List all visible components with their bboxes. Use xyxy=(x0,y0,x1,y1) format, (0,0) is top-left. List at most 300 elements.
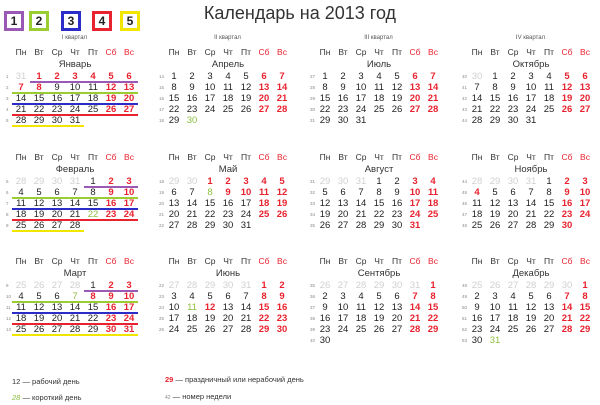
weekday-header xyxy=(468,254,599,268)
day-cell: 10 xyxy=(355,82,367,93)
weekday-label: Пт xyxy=(391,47,402,57)
weekday-label: Чт xyxy=(526,152,536,162)
day-cell: 23 xyxy=(276,313,288,324)
day-cell: 11 xyxy=(356,302,366,313)
day-cell: 5 xyxy=(376,291,382,302)
week-row xyxy=(6,176,143,187)
weekday-header xyxy=(165,150,296,164)
day-cell: 11 xyxy=(16,198,26,209)
day-cell: 16 xyxy=(319,313,331,324)
day-cell: 28 xyxy=(525,220,537,231)
day-cell: 17 xyxy=(168,313,180,324)
day-cell: 3 xyxy=(207,71,213,82)
week-number: 5 xyxy=(6,118,9,123)
week-number: 16 xyxy=(159,96,165,101)
day-cell: 25 xyxy=(87,104,99,115)
day-cell: 1 xyxy=(36,71,42,82)
day-cell: 5 xyxy=(279,176,285,187)
day-cell: 24 xyxy=(123,313,135,324)
day-cell: 11 xyxy=(187,302,197,313)
day-cell: 14 xyxy=(561,302,573,313)
day-cell: 31 xyxy=(123,324,135,335)
day-cell: 11 xyxy=(472,198,482,209)
legend-weeknumber-number: 42 xyxy=(165,395,171,401)
weekday-label: Пт xyxy=(87,256,98,266)
week-row xyxy=(159,104,296,115)
week-row xyxy=(159,82,296,93)
day-cell: 28 xyxy=(69,220,81,231)
week-number: 29 xyxy=(310,96,316,101)
day-cell: 27 xyxy=(168,220,180,231)
month-5 xyxy=(159,150,296,231)
day-cell: 22 xyxy=(204,209,216,220)
day-cell: 19 xyxy=(391,93,403,104)
week-row xyxy=(310,220,447,231)
legend-workday-number: 12 xyxy=(12,377,21,386)
day-cell: 6 xyxy=(510,187,516,198)
week-number: 18 xyxy=(159,179,165,184)
day-cell: 2 xyxy=(510,71,516,82)
day-cell: 27 xyxy=(168,280,180,291)
day-cell: 29 xyxy=(427,324,439,335)
day-cell: 27 xyxy=(51,324,63,335)
day-cell: 27 xyxy=(337,280,349,291)
week-number: 36 xyxy=(310,294,316,299)
day-cell: 16 xyxy=(337,93,349,104)
day-cell: 29 xyxy=(373,220,385,231)
day-cell: 8 xyxy=(207,187,213,198)
week-row xyxy=(6,302,143,313)
day-cell: 31 xyxy=(489,335,501,346)
weekday-label: Пн xyxy=(15,152,27,162)
day-cell: 30 xyxy=(561,280,573,291)
day-cell: 26 xyxy=(319,220,331,231)
day-cell: 28 xyxy=(186,280,198,291)
day-cell: 13 xyxy=(543,302,555,313)
day-cell: 18 xyxy=(15,313,27,324)
day-cell: 28 xyxy=(186,220,198,231)
day-cell: 18 xyxy=(87,93,99,104)
week-number: 49 xyxy=(462,294,468,299)
day-cell: 26 xyxy=(373,324,385,335)
day-cell: 21 xyxy=(561,313,573,324)
day-cell: 10 xyxy=(337,302,349,313)
weekday-label: Вт xyxy=(34,152,44,162)
month-1 xyxy=(6,45,143,126)
day-cell: 6 xyxy=(54,291,60,302)
day-cell: 26 xyxy=(391,104,403,115)
week-row xyxy=(6,209,143,220)
day-cell: 8 xyxy=(90,291,96,302)
week-number: 40 xyxy=(462,74,468,79)
weekday-header xyxy=(316,45,447,59)
week-number: 2 xyxy=(6,85,9,90)
day-cell: 7 xyxy=(18,82,24,93)
day-cell: 12 xyxy=(489,198,501,209)
day-cell: 10 xyxy=(579,187,591,198)
weekday-label: Сб xyxy=(258,47,270,57)
day-cell: 31 xyxy=(355,176,367,187)
day-cell: 17 xyxy=(240,198,252,209)
day-cell: 12 xyxy=(373,302,385,313)
weekday-label: Пн xyxy=(471,256,483,266)
day-cell: 19 xyxy=(525,313,537,324)
day-cell: 27 xyxy=(507,280,519,291)
day-cell: 23 xyxy=(105,209,117,220)
week-row xyxy=(159,115,296,126)
week-number: 25 xyxy=(159,316,165,321)
week-row xyxy=(310,104,447,115)
day-cell: 26 xyxy=(561,104,573,115)
week-number: 33 xyxy=(310,201,316,206)
weekday-label: Сб xyxy=(258,256,270,266)
week-number: 9 xyxy=(6,283,9,288)
week-row xyxy=(159,198,296,209)
day-cell: 7 xyxy=(430,71,436,82)
weekday-label: Ср xyxy=(204,47,216,57)
week-row xyxy=(462,335,599,346)
day-cell: 5 xyxy=(36,291,42,302)
day-cell: 30 xyxy=(51,115,63,126)
day-cell: 23 xyxy=(561,209,573,220)
week-row xyxy=(310,313,447,324)
day-cell: 2 xyxy=(108,176,114,187)
day-cell: 23 xyxy=(51,104,63,115)
day-cell: 28 xyxy=(471,176,483,187)
day-cell: 9 xyxy=(564,187,570,198)
weekday-label: Пт xyxy=(391,256,402,266)
day-cell: 27 xyxy=(409,104,421,115)
day-cell: 8 xyxy=(430,291,436,302)
day-cell: 17 xyxy=(69,93,81,104)
day-cell: 10 xyxy=(525,82,537,93)
day-cell: 28 xyxy=(15,176,27,187)
legend-holiday-number: 29 xyxy=(165,375,174,384)
quarter-label-3: III квартал xyxy=(364,35,393,41)
weekday-label: Сб xyxy=(561,256,573,266)
week-row xyxy=(6,220,143,231)
day-cell: 21 xyxy=(409,313,421,324)
day-cell: 30 xyxy=(222,220,234,231)
day-cell: 5 xyxy=(394,71,400,82)
week-row xyxy=(159,187,296,198)
day-cell: 24 xyxy=(525,104,537,115)
day-cell: 14 xyxy=(69,302,81,313)
week-row xyxy=(310,115,447,126)
day-cell: 17 xyxy=(337,313,349,324)
day-cell: 26 xyxy=(240,104,252,115)
day-cell: 15 xyxy=(427,302,439,313)
day-cell: 19 xyxy=(561,93,573,104)
day-cell: 30 xyxy=(391,220,403,231)
week-number: 28 xyxy=(310,85,316,90)
day-cell: 29 xyxy=(204,220,216,231)
day-cell: 22 xyxy=(579,313,591,324)
month-name: Август xyxy=(364,164,394,175)
day-cell: 15 xyxy=(489,93,501,104)
day-cell: 11 xyxy=(544,82,554,93)
day-cell: 4 xyxy=(90,71,96,82)
day-cell: 26 xyxy=(489,220,501,231)
day-cell: 25 xyxy=(186,324,198,335)
weekday-label: Пн xyxy=(15,47,27,57)
day-cell: 30 xyxy=(105,324,117,335)
day-cell: 4 xyxy=(189,291,195,302)
day-cell: 28 xyxy=(427,104,439,115)
day-cell: 23 xyxy=(319,324,331,335)
week-number: 12 xyxy=(6,316,12,321)
day-cell xyxy=(84,220,102,231)
week-row xyxy=(159,220,296,231)
week-number: 26 xyxy=(159,327,165,332)
day-cell: 25 xyxy=(15,220,27,231)
day-cell: 10 xyxy=(123,187,135,198)
weekday-header xyxy=(12,150,143,164)
day-cell: 13 xyxy=(409,82,421,93)
day-cell: 8 xyxy=(322,82,328,93)
weekday-label: Пт xyxy=(543,152,554,162)
day-cell: 9 xyxy=(108,187,114,198)
week-number: 10 xyxy=(6,294,12,299)
legend-shortday xyxy=(12,393,82,402)
week-row xyxy=(159,280,296,291)
week-row xyxy=(310,71,447,82)
day-cell: 27 xyxy=(337,220,349,231)
week-number: 9 xyxy=(6,223,9,228)
week-row xyxy=(6,198,143,209)
week-row xyxy=(310,93,447,104)
day-cell: 15 xyxy=(87,198,99,209)
week-number: 51 xyxy=(462,316,468,321)
day-cell: 29 xyxy=(168,115,180,126)
legend-workday-text: — рабочий день xyxy=(22,377,80,386)
week-number: 18 xyxy=(159,118,165,123)
week-number: 14 xyxy=(159,74,165,79)
week-number: 38 xyxy=(310,316,316,321)
week-number: 43 xyxy=(462,107,468,112)
weekday-label: Ср xyxy=(355,256,367,266)
legend-badge-1: 1 xyxy=(4,11,24,31)
week-number: 31 xyxy=(310,118,316,123)
day-cell: 11 xyxy=(258,187,270,198)
day-cell: 6 xyxy=(54,187,60,198)
weekday-label: Ср xyxy=(51,47,63,57)
day-cell: 31 xyxy=(409,220,421,231)
day-cell: 13 xyxy=(579,82,591,93)
weekday-label: Вс xyxy=(580,47,590,57)
day-cell: 1 xyxy=(261,280,267,291)
weekday-label: Пн xyxy=(471,47,483,57)
day-cell: 31 xyxy=(525,176,537,187)
weekday-label: Чт xyxy=(223,256,233,266)
day-cell: 11 xyxy=(88,82,98,93)
day-cell: 19 xyxy=(240,93,252,104)
day-cell xyxy=(334,335,352,346)
day-cell: 7 xyxy=(528,187,534,198)
day-cell: 13 xyxy=(507,198,519,209)
week-row xyxy=(159,313,296,324)
day-cell xyxy=(84,115,102,126)
weekday-label: Сб xyxy=(105,256,117,266)
day-cell: 16 xyxy=(105,302,117,313)
weekday-label: Ср xyxy=(507,256,519,266)
week-row xyxy=(159,209,296,220)
day-cell: 2 xyxy=(189,71,195,82)
week-number: 4 xyxy=(6,107,9,112)
day-cell xyxy=(576,220,594,231)
day-cell: 5 xyxy=(564,71,570,82)
day-cell: 29 xyxy=(319,115,331,126)
weekday-label: Ср xyxy=(355,152,367,162)
day-cell: 30 xyxy=(222,280,234,291)
day-cell: 8 xyxy=(492,82,498,93)
day-cell xyxy=(388,335,406,346)
weekday-label: Сб xyxy=(409,152,421,162)
day-cell xyxy=(102,115,120,126)
day-cell: 19 xyxy=(276,198,288,209)
week-number: 1 xyxy=(6,74,9,79)
legend-badge-3: 3 xyxy=(61,11,81,31)
day-cell: 29 xyxy=(204,280,216,291)
weekday-label: Пт xyxy=(87,47,98,57)
day-cell: 17 xyxy=(123,302,135,313)
week-row xyxy=(159,324,296,335)
day-cell: 22 xyxy=(543,209,555,220)
day-cell: 27 xyxy=(258,104,270,115)
day-cell xyxy=(273,220,291,231)
day-cell: 5 xyxy=(322,187,328,198)
day-cell: 18 xyxy=(373,93,385,104)
legend-holiday xyxy=(165,375,304,384)
weekday-label: Чт xyxy=(223,47,233,57)
weekday-header xyxy=(165,45,296,59)
day-cell: 22 xyxy=(489,104,501,115)
day-cell: 13 xyxy=(168,198,180,209)
week-number: 24 xyxy=(159,305,165,310)
day-cell: 10 xyxy=(409,187,421,198)
day-cell xyxy=(370,335,388,346)
week-number: 27 xyxy=(310,74,316,79)
day-cell xyxy=(102,220,120,231)
day-cell: 23 xyxy=(337,104,349,115)
week-number: 21 xyxy=(159,212,165,217)
day-cell xyxy=(424,220,442,231)
day-cell: 25 xyxy=(471,220,483,231)
day-cell xyxy=(406,115,424,126)
week-number: 40 xyxy=(310,338,316,343)
day-cell: 24 xyxy=(489,324,501,335)
day-cell: 28 xyxy=(15,115,27,126)
day-cell xyxy=(540,335,558,346)
day-cell: 24 xyxy=(337,324,349,335)
day-cell xyxy=(255,220,273,231)
day-cell xyxy=(540,115,558,126)
weekday-header xyxy=(468,45,599,59)
day-cell: 14 xyxy=(240,302,252,313)
day-cell: 4 xyxy=(546,71,552,82)
day-cell: 4 xyxy=(18,187,24,198)
weekday-label: Сб xyxy=(105,152,117,162)
day-cell: 12 xyxy=(525,302,537,313)
day-cell: 7 xyxy=(243,291,249,302)
day-cell: 20 xyxy=(258,93,270,104)
day-cell: 4 xyxy=(358,291,364,302)
week-number: 11 xyxy=(6,305,11,310)
day-cell: 28 xyxy=(355,220,367,231)
weekday-label: Вт xyxy=(338,152,348,162)
day-cell: 3 xyxy=(358,71,364,82)
day-cell: 22 xyxy=(87,209,99,220)
month-6 xyxy=(159,254,296,335)
day-cell: 4 xyxy=(18,291,24,302)
day-cell: 26 xyxy=(319,280,331,291)
day-cell: 17 xyxy=(355,93,367,104)
day-cell: 2 xyxy=(54,71,60,82)
day-cell: 16 xyxy=(391,198,403,209)
day-cell: 18 xyxy=(186,313,198,324)
weekday-label: Вс xyxy=(580,152,590,162)
week-number: 32 xyxy=(310,190,316,195)
day-cell: 27 xyxy=(543,324,555,335)
month-8 xyxy=(310,150,447,231)
day-cell xyxy=(219,115,237,126)
week-number: 48 xyxy=(462,283,468,288)
day-cell: 19 xyxy=(489,209,501,220)
day-cell: 5 xyxy=(108,71,114,82)
day-cell: 3 xyxy=(72,71,78,82)
day-cell xyxy=(558,335,576,346)
day-cell: 9 xyxy=(510,82,516,93)
weekday-label: Вс xyxy=(428,47,438,57)
day-cell: 21 xyxy=(471,104,483,115)
week-number: 22 xyxy=(159,223,165,228)
day-cell xyxy=(504,335,522,346)
month-9 xyxy=(310,254,447,346)
day-cell: 23 xyxy=(507,104,519,115)
day-cell: 27 xyxy=(579,104,591,115)
day-cell: 25 xyxy=(373,104,385,115)
weekday-label: Вт xyxy=(490,256,500,266)
day-cell: 16 xyxy=(51,93,63,104)
weekday-label: Пн xyxy=(471,152,483,162)
day-cell: 4 xyxy=(376,71,382,82)
day-cell: 30 xyxy=(51,176,63,187)
day-cell: 15 xyxy=(319,93,331,104)
week-number: 19 xyxy=(159,190,165,195)
day-cell: 26 xyxy=(105,104,117,115)
day-cell: 9 xyxy=(54,82,60,93)
day-cell: 3 xyxy=(582,176,588,187)
week-row xyxy=(462,176,599,187)
week-row xyxy=(462,280,599,291)
quarter-label-1: I квартал xyxy=(61,35,88,41)
week-number: 41 xyxy=(462,85,468,90)
day-cell: 9 xyxy=(394,187,400,198)
week-number: 13 xyxy=(6,327,12,332)
day-cell xyxy=(352,335,370,346)
day-cell: 26 xyxy=(525,324,537,335)
weekday-header xyxy=(316,150,447,164)
weekday-label: Вс xyxy=(428,152,438,162)
day-cell: 8 xyxy=(90,187,96,198)
week-row xyxy=(6,104,143,115)
weekday-label: Вс xyxy=(277,47,287,57)
week-row xyxy=(159,71,296,82)
week-row xyxy=(462,187,599,198)
day-cell: 15 xyxy=(258,302,270,313)
week-number: 52 xyxy=(462,327,468,332)
day-cell: 9 xyxy=(108,291,114,302)
